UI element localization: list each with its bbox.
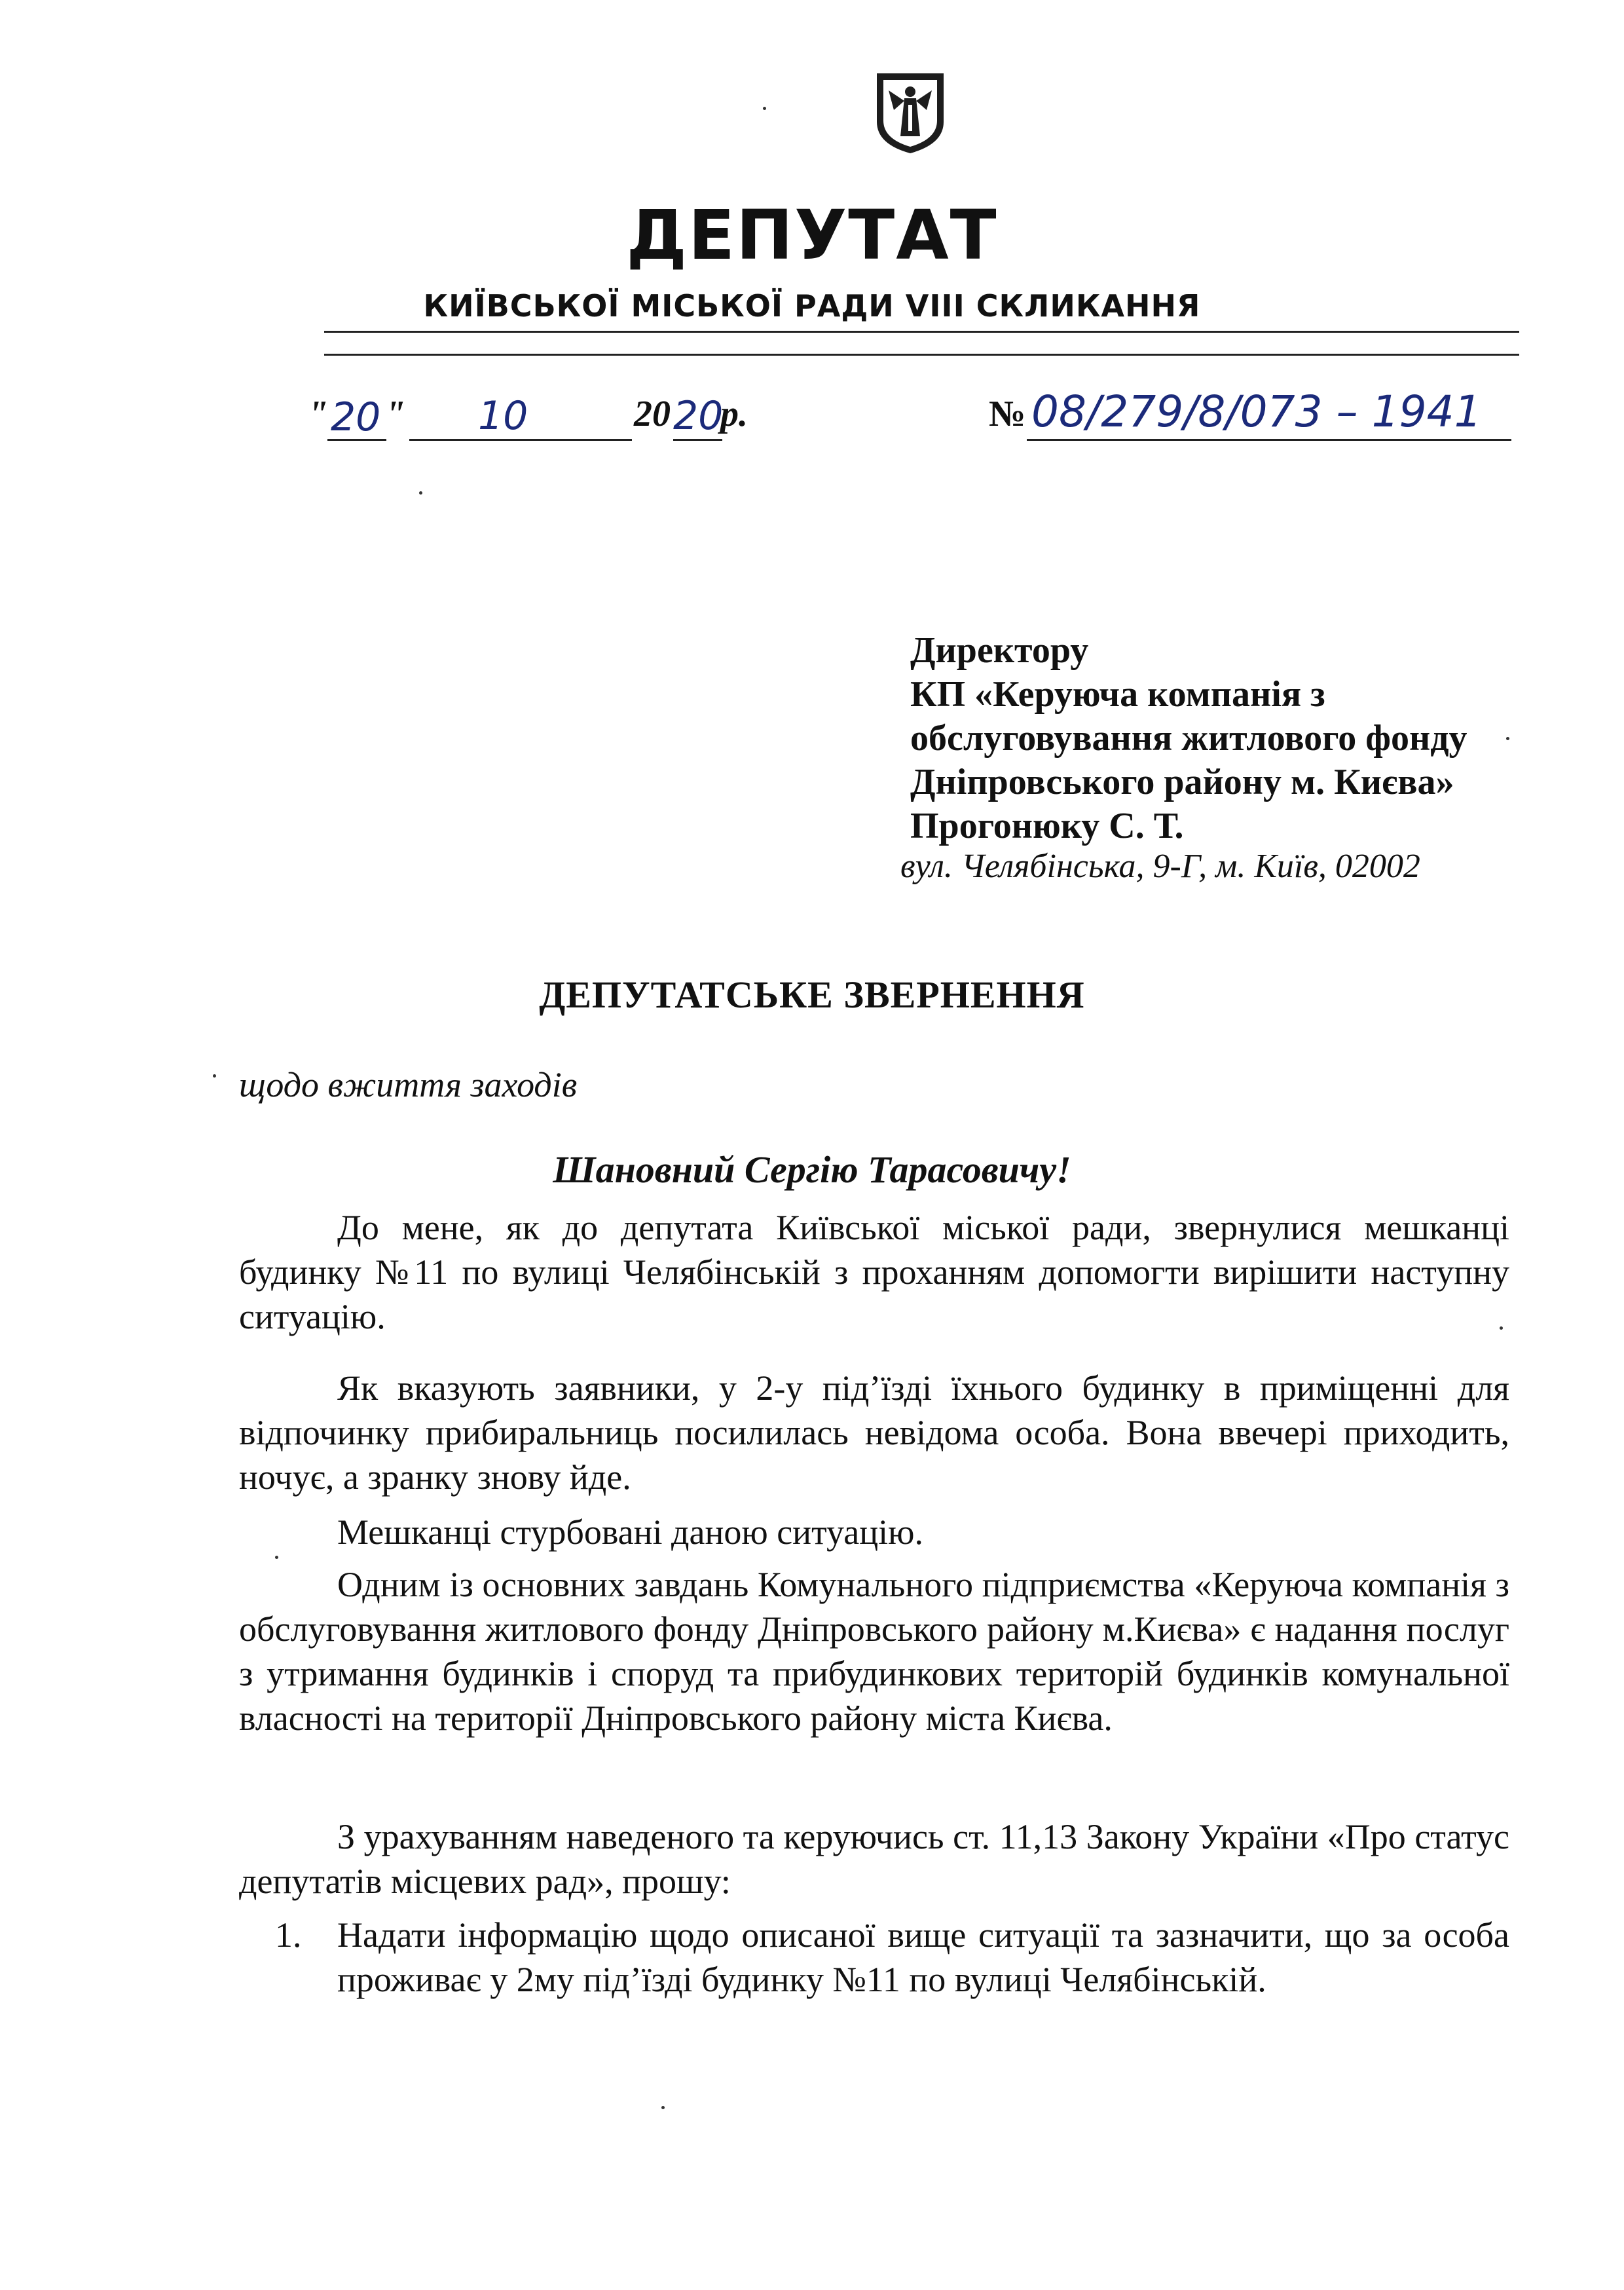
greeting: Шановний Сергію Тарасовичу! xyxy=(553,1148,1071,1191)
recipient-line: КП «Керуюча компанія з xyxy=(910,674,1325,715)
body-paragraph: Одним із основних завдань Комунального підприємства «Керуюча компанія з обслуговування житлового фонду Дніпровського району м.Києва» є надання послуг з утримання будинків і споруд та прибудинкових територій будинків комунальної власності на території Дніпровського району міста Києва. xyxy=(239,1565,1509,1738)
list-item-text: Надати інформацію щодо описаної вище ситуації та зазначити, що за особа проживає у 2му під’їзді будинку №11 по вулиці Челябінській. xyxy=(337,1915,1509,1999)
document-title: ДЕПУТАТСЬКЕ ЗВЕРНЕННЯ xyxy=(539,973,1085,1016)
outgoing-number: 08/279/8/073 – 1941 xyxy=(1031,386,1482,437)
date-year-suffix: 20 xyxy=(673,393,724,439)
recipient-address: вул. Челябінська, 9-Г, м. Київ, 02002 xyxy=(900,848,1420,885)
date-month-underline xyxy=(409,439,632,441)
body-paragraph: До мене, як до депутата Київської міської ради, звернулися мешканці будинку №11 по вулиці Челябінській з проханням допомогти вирішити наступну ситуацію. xyxy=(239,1208,1509,1336)
body-paragraph: З урахуванням наведеного та керуючись ст. 11,13 Закону України «Про статус депутатів місцевих рад», прошу: xyxy=(239,1817,1509,1901)
scan-speck xyxy=(419,491,422,495)
header-divider-bottom xyxy=(324,354,1519,356)
date-year-prefix: 20 xyxy=(634,394,671,434)
list-item-number: 1. xyxy=(275,1915,302,1955)
recipient-line: Директору xyxy=(910,630,1089,671)
date-day-underline xyxy=(327,439,386,441)
scan-speck xyxy=(763,107,766,110)
outgoing-number-underline xyxy=(1027,439,1511,441)
recipient-line: Прогонюку С. Т. xyxy=(910,806,1184,846)
recipient-line: Дніпровського району м. Києва» xyxy=(910,762,1454,802)
document-subject: щодо вжиття заходів xyxy=(239,1065,578,1104)
list-item xyxy=(239,1913,1509,2002)
date-quote-close: " xyxy=(385,394,406,434)
recipient-block xyxy=(910,629,1467,848)
date-month: 10 xyxy=(478,393,528,439)
body-paragraph: Як вказують заявники, у 2-у під’їзді їхнього будинку в приміщенні для відпочинку прибиральниць посилилась невідома особа. Вона ввечері приходить, ночує, а зранку знову йде. xyxy=(239,1368,1509,1497)
outgoing-number-label: № xyxy=(989,394,1026,434)
scan-speck xyxy=(1500,1326,1503,1330)
scan-speck xyxy=(213,1074,216,1078)
scan-speck xyxy=(661,2106,665,2109)
date-day: 20 xyxy=(331,394,381,440)
kyiv-coat-of-arms-icon xyxy=(874,71,946,156)
recipient-line: обслуговування житлового фонду xyxy=(910,718,1467,759)
date-quote-open: " xyxy=(308,394,329,434)
date-year-end: р. xyxy=(720,394,748,434)
scan-speck xyxy=(1506,737,1509,740)
body-paragraph: Мешканці стурбовані даною ситуацію. xyxy=(337,1512,923,1552)
date-year-underline xyxy=(673,439,722,441)
scan-speck xyxy=(275,1556,278,1559)
page-title: ДЕПУТАТ xyxy=(626,195,998,275)
header-divider-top xyxy=(324,331,1519,333)
page-subtitle: КИЇВСЬКОЇ МІСЬКОЇ РАДИ VIII СКЛИКАННЯ xyxy=(423,288,1201,324)
